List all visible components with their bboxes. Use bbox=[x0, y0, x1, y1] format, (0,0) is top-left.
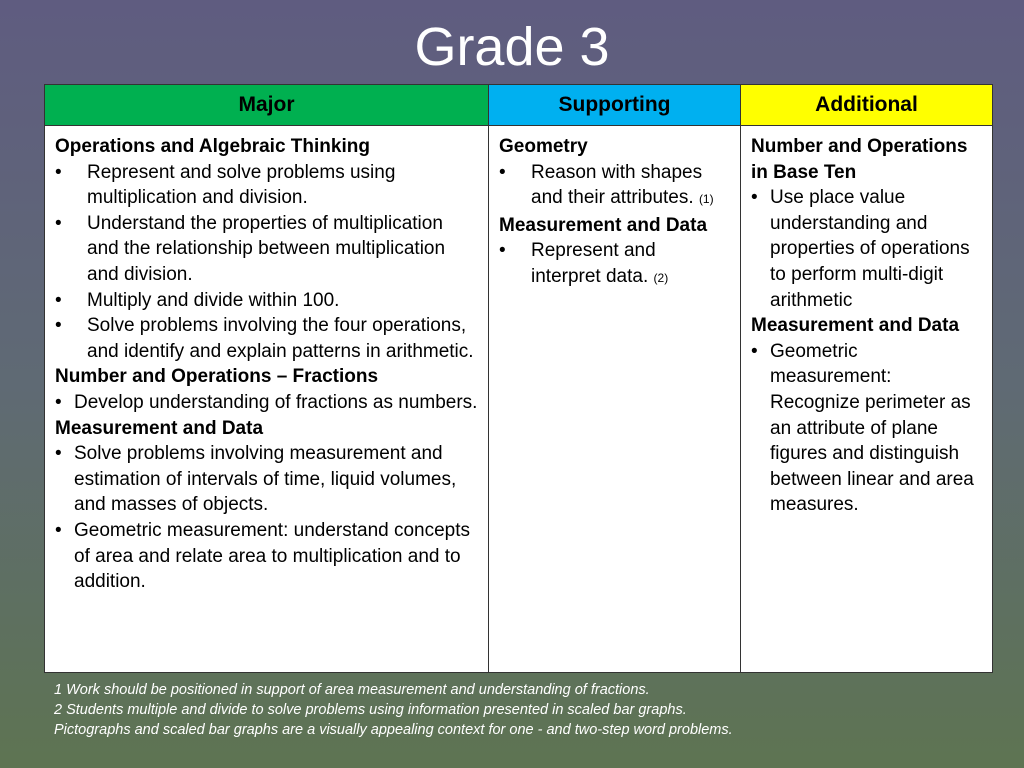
major-nf-heading: Number and Operations – Fractions bbox=[55, 366, 379, 388]
additional-nbt-list bbox=[751, 185, 982, 313]
table-body-row bbox=[45, 126, 993, 673]
major-oa-heading: Operations and Algebraic Thinking bbox=[55, 136, 370, 157]
supporting-column-header: Supporting bbox=[489, 85, 741, 126]
additional-md-heading: Measurement and Data bbox=[751, 315, 960, 337]
footnotes bbox=[54, 680, 1014, 740]
footnote-2: 2 Students multiple and divide to solve problems using information presented in scaled bar graphs. bbox=[54, 702, 687, 718]
cluster-table bbox=[44, 84, 993, 673]
major-oa-list bbox=[55, 160, 478, 365]
list-item-text: Represent and interpret data. bbox=[531, 240, 656, 287]
major-nf-list bbox=[55, 390, 478, 416]
additional-nbt-heading: Number and Operations in Base Ten bbox=[751, 136, 968, 183]
list-item: • Multiply and divide within 100. bbox=[55, 288, 478, 314]
list-item: • Geometric measurement: Recognize perimeter as an attribute of plane figures and distinguish between linear and area measures. bbox=[751, 339, 982, 518]
supporting-geometry-list bbox=[499, 160, 730, 213]
supporting-md-heading: Measurement and Data bbox=[499, 214, 708, 236]
footnote-3: Pictographs and scaled bar graphs are a visually appealing context for one - and two-step word problems. bbox=[54, 722, 733, 738]
list-item-text: Reason with shapes and their attributes. bbox=[531, 161, 703, 209]
footnote-ref-2: (2) bbox=[653, 270, 669, 285]
footnote-1: 1 Work should be positioned in support of area measurement and understanding of fractions. bbox=[54, 682, 650, 698]
additional-column-header: Additional bbox=[741, 85, 993, 126]
list-item: • Understand the properties of multiplication and the relationship between multiplication and division. bbox=[55, 211, 478, 288]
supporting-md-list bbox=[499, 238, 730, 291]
major-md-heading: Measurement and Data bbox=[55, 417, 264, 439]
list-item: • Represent and solve problems using multiplication and division. bbox=[55, 160, 478, 211]
list-item: • Develop understanding of fractions as numbers. bbox=[55, 390, 478, 416]
additional-md-list bbox=[751, 339, 982, 518]
supporting-geometry-heading: Geometry bbox=[499, 136, 588, 157]
list-item: • Geometric measurement: understand concepts of area and relate area to multiplication and to addition. bbox=[55, 518, 478, 595]
list-item: • Use place value understanding and properties of operations to perform multi-digit arithmetic bbox=[751, 185, 982, 313]
slide-title: Grade 3 bbox=[414, 17, 610, 77]
supporting-cell bbox=[489, 126, 741, 673]
additional-cell bbox=[741, 126, 993, 673]
major-column-header: Major bbox=[45, 85, 489, 126]
list-item bbox=[499, 160, 730, 213]
list-item: • Solve problems involving measurement and estimation of intervals of time, liquid volumes, and masses of objects. bbox=[55, 441, 478, 518]
major-cell bbox=[45, 126, 489, 673]
table-header-row bbox=[45, 85, 993, 126]
footnote-ref-1: (1) bbox=[698, 192, 714, 207]
list-item bbox=[499, 238, 730, 291]
major-md-list bbox=[55, 441, 478, 595]
list-item: • Solve problems involving the four operations, and identify and explain patterns in arithmetic. bbox=[55, 313, 478, 364]
